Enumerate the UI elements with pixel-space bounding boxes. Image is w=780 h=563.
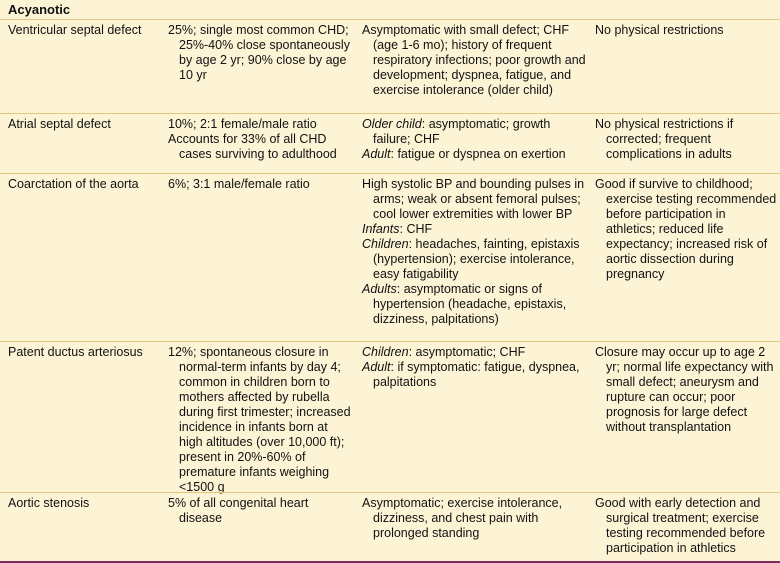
manifestation-label: Adult	[362, 360, 391, 374]
table-row	[0, 492, 780, 561]
manifestations-cell	[362, 117, 588, 162]
incidence-line: 10%; 2:1 female/male ratio	[168, 117, 317, 131]
incidence-cell	[168, 23, 354, 83]
condition-cell: Patent ductus arteriosus	[8, 345, 143, 359]
manifestation-label: Infants	[362, 222, 400, 236]
manifestation-label: Adult	[362, 147, 391, 161]
manifestation-text: : headaches, fainting, epistaxis (hypertension); exercise intolerance, easy fatigability	[373, 237, 580, 281]
manifestations-cell	[362, 496, 588, 541]
manifestation-line	[362, 282, 588, 327]
prognosis-cell	[595, 177, 777, 282]
manifestation-text: : asymptomatic or signs of hypertension (headache, epistaxis, dizziness, palpitations)	[373, 282, 567, 326]
incidence-line: 6%; 3:1 male/female ratio	[168, 177, 310, 191]
manifestation-line	[362, 237, 588, 282]
manifestation-text: : asymptomatic; CHF	[408, 345, 526, 359]
manifestation-text: High systolic BP and bounding pulses in arms; weak or absent femoral pulses; cool lower extremities with lower BP	[362, 177, 585, 221]
condition-cell: Ventricular septal defect	[8, 23, 142, 37]
manifestations-cell	[362, 345, 588, 390]
manifestations-cell	[362, 177, 588, 327]
table-row	[0, 341, 780, 493]
manifestation-line	[362, 222, 588, 237]
manifestation-text: : if symptomatic: fatigue, dyspnea, palpitations	[373, 360, 580, 389]
manifestation-line	[362, 345, 588, 360]
manifestation-text: Asymptomatic; exercise intolerance, dizziness, and chest pain with prolonged standing	[362, 496, 563, 540]
table-row	[0, 173, 780, 342]
manifestation-label: Children	[362, 237, 409, 251]
prognosis-cell	[595, 345, 777, 435]
condition-cell: Aortic stenosis	[8, 496, 90, 510]
table-row	[0, 19, 780, 114]
table-row	[0, 113, 780, 174]
prognosis-text: No physical restrictions	[595, 23, 724, 37]
incidence-line: 5% of all congenital heart disease	[168, 496, 309, 525]
prognosis-cell	[595, 117, 777, 162]
section-title: Acyanotic	[8, 2, 71, 17]
manifestation-line	[362, 360, 588, 390]
manifestations-cell	[362, 23, 588, 98]
manifestation-text: Asymptomatic with small defect; CHF (age 1-6 mo); history of frequent respiratory infections; poor growth and development; dyspnea, fatigue, and exercise intolerance (older child)	[362, 23, 586, 97]
manifestation-line	[362, 117, 588, 147]
manifestation-line	[362, 147, 588, 162]
manifestation-label: Children	[362, 345, 409, 359]
incidence-cell	[168, 496, 354, 526]
prognosis-text: Closure may occur up to age 2 yr; normal life expectancy with small defect; aneurysm and rupture can occur; poor prognosis for large defect without transplantation	[595, 345, 774, 434]
manifestation-label: Adults	[362, 282, 397, 296]
prognosis-text: Good with early detection and surgical treatment; exercise testing recommended before participation in athletics	[595, 496, 766, 555]
incidence-cell	[168, 345, 354, 495]
incidence-cell	[168, 177, 354, 192]
manifestation-line	[362, 496, 588, 541]
incidence-cell	[168, 117, 354, 162]
prognosis-cell	[595, 23, 777, 38]
manifestation-line	[362, 23, 588, 98]
manifestation-text: : CHF	[399, 222, 433, 236]
condition-cell: Atrial septal defect	[8, 117, 111, 131]
prognosis-text: Good if survive to childhood; exercise testing recommended before participation in athletics; reduced life expectancy; increased risk of aortic dissection during pregnancy	[595, 177, 777, 281]
manifestation-text: : asymptomatic; growth failure; CHF	[373, 117, 551, 146]
manifestation-text: : fatigue or dyspnea on exertion	[390, 147, 566, 161]
incidence-line: 25%; single most common CHD; 25%-40% close spontaneously by age 2 yr; 90% close by age 10 yr	[168, 23, 350, 82]
prognosis-text: No physical restrictions if corrected; frequent complications in adults	[595, 117, 734, 161]
incidence-line: 12%; spontaneous closure in normal-term infants by day 4; common in children born to mothers affected by rubella during first trimester; increased incidence in infants born at high altitudes (over 10,000 ft); present in 20%-60% of premature infants weighing <1500 g	[168, 345, 351, 494]
prognosis-cell	[595, 496, 777, 556]
incidence-line: Accounts for 33% of all CHD cases surviving to adulthood	[168, 132, 337, 161]
condition-cell: Coarctation of the aorta	[8, 177, 139, 191]
manifestation-line	[362, 177, 588, 222]
manifestation-label: Older child	[362, 117, 422, 131]
